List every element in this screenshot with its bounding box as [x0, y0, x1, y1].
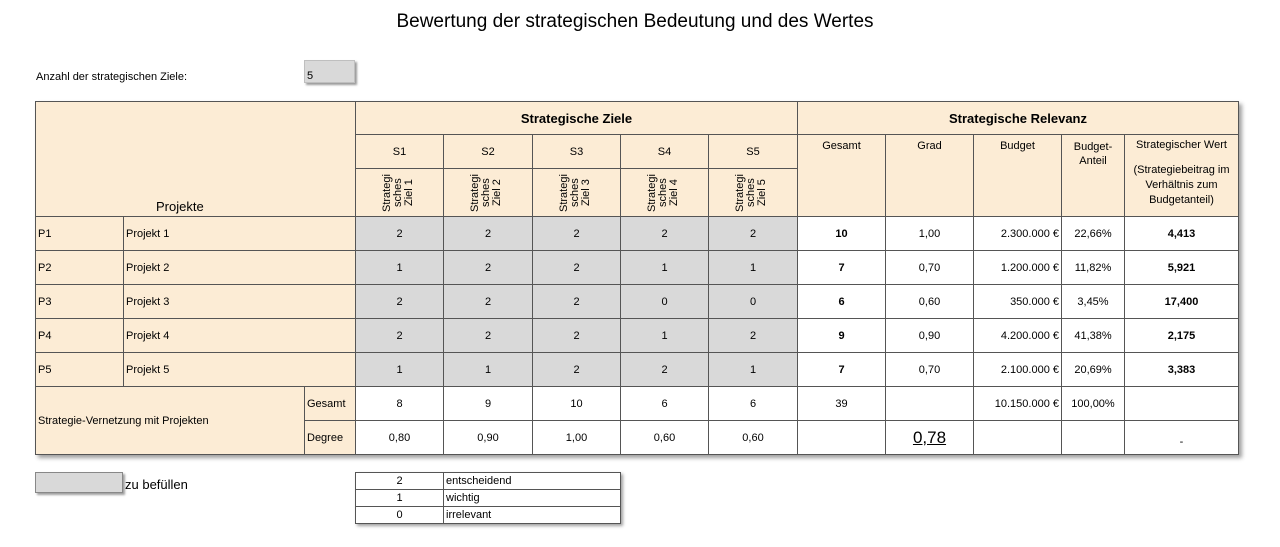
s3-name-text: Strategi sches Ziel 3 [557, 173, 592, 212]
summary-gesamt-total: 39 [798, 387, 886, 421]
grad-header: Grad [886, 135, 974, 217]
s5-name-text: Strategi sches Ziel 5 [734, 173, 768, 212]
s1-header: S1 [356, 135, 444, 169]
strategischer-wert-header [1125, 135, 1239, 217]
anteil-cell: 3,45% [1062, 285, 1125, 319]
scale-label: wichtig [444, 490, 621, 507]
score-cell[interactable]: 2 [533, 251, 621, 285]
anteil-cell: 11,82% [1062, 251, 1125, 285]
summary-wert-total: - [1125, 421, 1239, 455]
score-cell[interactable]: 2 [444, 285, 533, 319]
project-id: P1 [36, 217, 124, 251]
score-cell[interactable]: 2 [444, 251, 533, 285]
score-cell[interactable]: 2 [356, 319, 444, 353]
budget-cell: 1.200.000 € [974, 251, 1062, 285]
grad-cell: 1,00 [886, 217, 974, 251]
summary-grad-empty [886, 387, 974, 421]
score-cell[interactable]: 0 [621, 285, 709, 319]
summary-gesamt-cell: 6 [621, 387, 709, 421]
s2-name-header [444, 169, 533, 217]
scale-value: 0 [356, 507, 444, 524]
anteil-cell: 22,66% [1062, 217, 1125, 251]
score-cell[interactable]: 2 [533, 217, 621, 251]
wert-cell: 17,400 [1125, 285, 1239, 319]
summary-degree-empty [798, 421, 886, 455]
wert-cell: 3,383 [1125, 353, 1239, 387]
project-id: P4 [36, 319, 124, 353]
score-scale-legend [355, 472, 621, 524]
summary-gesamt-cell: 9 [444, 387, 533, 421]
score-cell[interactable]: 0 [709, 285, 798, 319]
project-name: Projekt 1 [124, 217, 356, 251]
grad-cell: 0,70 [886, 251, 974, 285]
fill-legend-label: zu befüllen [125, 477, 188, 492]
goal-count-label: Anzahl der strategischen Ziele: [36, 71, 188, 83]
score-cell[interactable]: 2 [533, 353, 621, 387]
budget-header: Budget [974, 135, 1062, 217]
budget-cell: 2.300.000 € [974, 217, 1062, 251]
score-cell[interactable]: 2 [444, 217, 533, 251]
score-cell[interactable]: 1 [621, 319, 709, 353]
summary-degree-cell: 0,90 [444, 421, 533, 455]
gesamt-cell: 10 [798, 217, 886, 251]
budget-cell: 4.200.000 € [974, 319, 1062, 353]
s1-name-header [356, 169, 444, 217]
projekte-header: Projekte [36, 102, 356, 217]
gesamt-cell: 7 [798, 251, 886, 285]
score-cell[interactable]: 2 [533, 285, 621, 319]
wert-cell: 4,413 [1125, 217, 1239, 251]
anteil-cell: 20,69% [1062, 353, 1125, 387]
summary-budget-total: 10.150.000 € [974, 387, 1062, 421]
page-title: Bewertung der strategischen Bedeutung und des Wertes [396, 11, 874, 32]
summary-gesamt-cell: 10 [533, 387, 621, 421]
wert-cell: 5,921 [1125, 251, 1239, 285]
score-cell[interactable]: 1 [709, 251, 798, 285]
summary-gesamt-cell: 8 [356, 387, 444, 421]
score-cell[interactable]: 1 [444, 353, 533, 387]
score-cell[interactable]: 2 [356, 285, 444, 319]
wert-header-title: Strategischer Wert [1136, 139, 1227, 151]
score-cell[interactable]: 2 [709, 217, 798, 251]
s2-name-text: Strategi sches Ziel 2 [469, 173, 503, 212]
s1-name-text: Strategi sches Ziel 1 [380, 173, 415, 212]
fill-legend-swatch [35, 472, 123, 493]
s4-name-text: Strategi sches Ziel 4 [645, 173, 680, 212]
grad-cell: 0,90 [886, 319, 974, 353]
project-id: P3 [36, 285, 124, 319]
summary-degree-label: Degree [305, 421, 356, 455]
score-cell[interactable]: 1 [356, 251, 444, 285]
gesamt-header: Gesamt [798, 135, 886, 217]
s4-name-header [621, 169, 709, 217]
scale-label: irrelevant [444, 507, 621, 524]
strategische-relevanz-header: Strategische Relevanz [798, 102, 1239, 135]
s5-name-header [709, 169, 798, 217]
summary-degree-cell: 1,00 [533, 421, 621, 455]
budget-anteil-header: Budget- Anteil [1062, 135, 1125, 217]
strategie-vernetzung-label: Strategie-Vernetzung mit Projekten [36, 387, 305, 455]
wert-header-subtitle: (Strategiebeitrag im Verhältnis zum Budgetanteil) [1133, 164, 1230, 206]
score-cell[interactable]: 2 [533, 319, 621, 353]
project-name: Projekt 3 [124, 285, 356, 319]
score-cell[interactable]: 1 [621, 251, 709, 285]
s4-header: S4 [621, 135, 709, 169]
summary-anteil-empty [1062, 421, 1125, 455]
wert-cell: 2,175 [1125, 319, 1239, 353]
score-cell[interactable]: 2 [444, 319, 533, 353]
strategische-ziele-header: Strategische Ziele [356, 102, 798, 135]
scale-value: 2 [356, 473, 444, 490]
gesamt-cell: 6 [798, 285, 886, 319]
summary-wert-empty [1125, 387, 1239, 421]
s3-header: S3 [533, 135, 621, 169]
summary-gesamt-cell: 6 [709, 387, 798, 421]
budget-cell: 2.100.000 € [974, 353, 1062, 387]
scale-label: entscheidend [444, 473, 621, 490]
score-cell[interactable]: 2 [621, 353, 709, 387]
scale-value: 1 [356, 490, 444, 507]
score-cell[interactable]: 2 [356, 217, 444, 251]
project-name: Projekt 2 [124, 251, 356, 285]
project-name: Projekt 5 [124, 353, 356, 387]
summary-budget-empty [974, 421, 1062, 455]
project-id: P5 [36, 353, 124, 387]
s5-header: S5 [709, 135, 798, 169]
goal-count-input[interactable]: 5 [304, 60, 355, 83]
summary-degree-cell: 0,60 [709, 421, 798, 455]
summary-degree-total: 0,78 [886, 421, 974, 455]
s2-header: S2 [444, 135, 533, 169]
summary-degree-cell: 0,80 [356, 421, 444, 455]
summary-anteil-total: 100,00% [1062, 387, 1125, 421]
budget-cell: 350.000 € [974, 285, 1062, 319]
gesamt-cell: 7 [798, 353, 886, 387]
evaluation-table [35, 101, 1239, 455]
score-cell[interactable]: 2 [709, 319, 798, 353]
grad-cell: 0,60 [886, 285, 974, 319]
score-cell[interactable]: 1 [356, 353, 444, 387]
grad-cell: 0,70 [886, 353, 974, 387]
score-cell[interactable]: 2 [621, 217, 709, 251]
score-cell[interactable]: 1 [709, 353, 798, 387]
summary-gesamt-label: Gesamt [305, 387, 356, 421]
project-name: Projekt 4 [124, 319, 356, 353]
s3-name-header [533, 169, 621, 217]
summary-degree-cell: 0,60 [621, 421, 709, 455]
anteil-cell: 41,38% [1062, 319, 1125, 353]
project-id: P2 [36, 251, 124, 285]
gesamt-cell: 9 [798, 319, 886, 353]
